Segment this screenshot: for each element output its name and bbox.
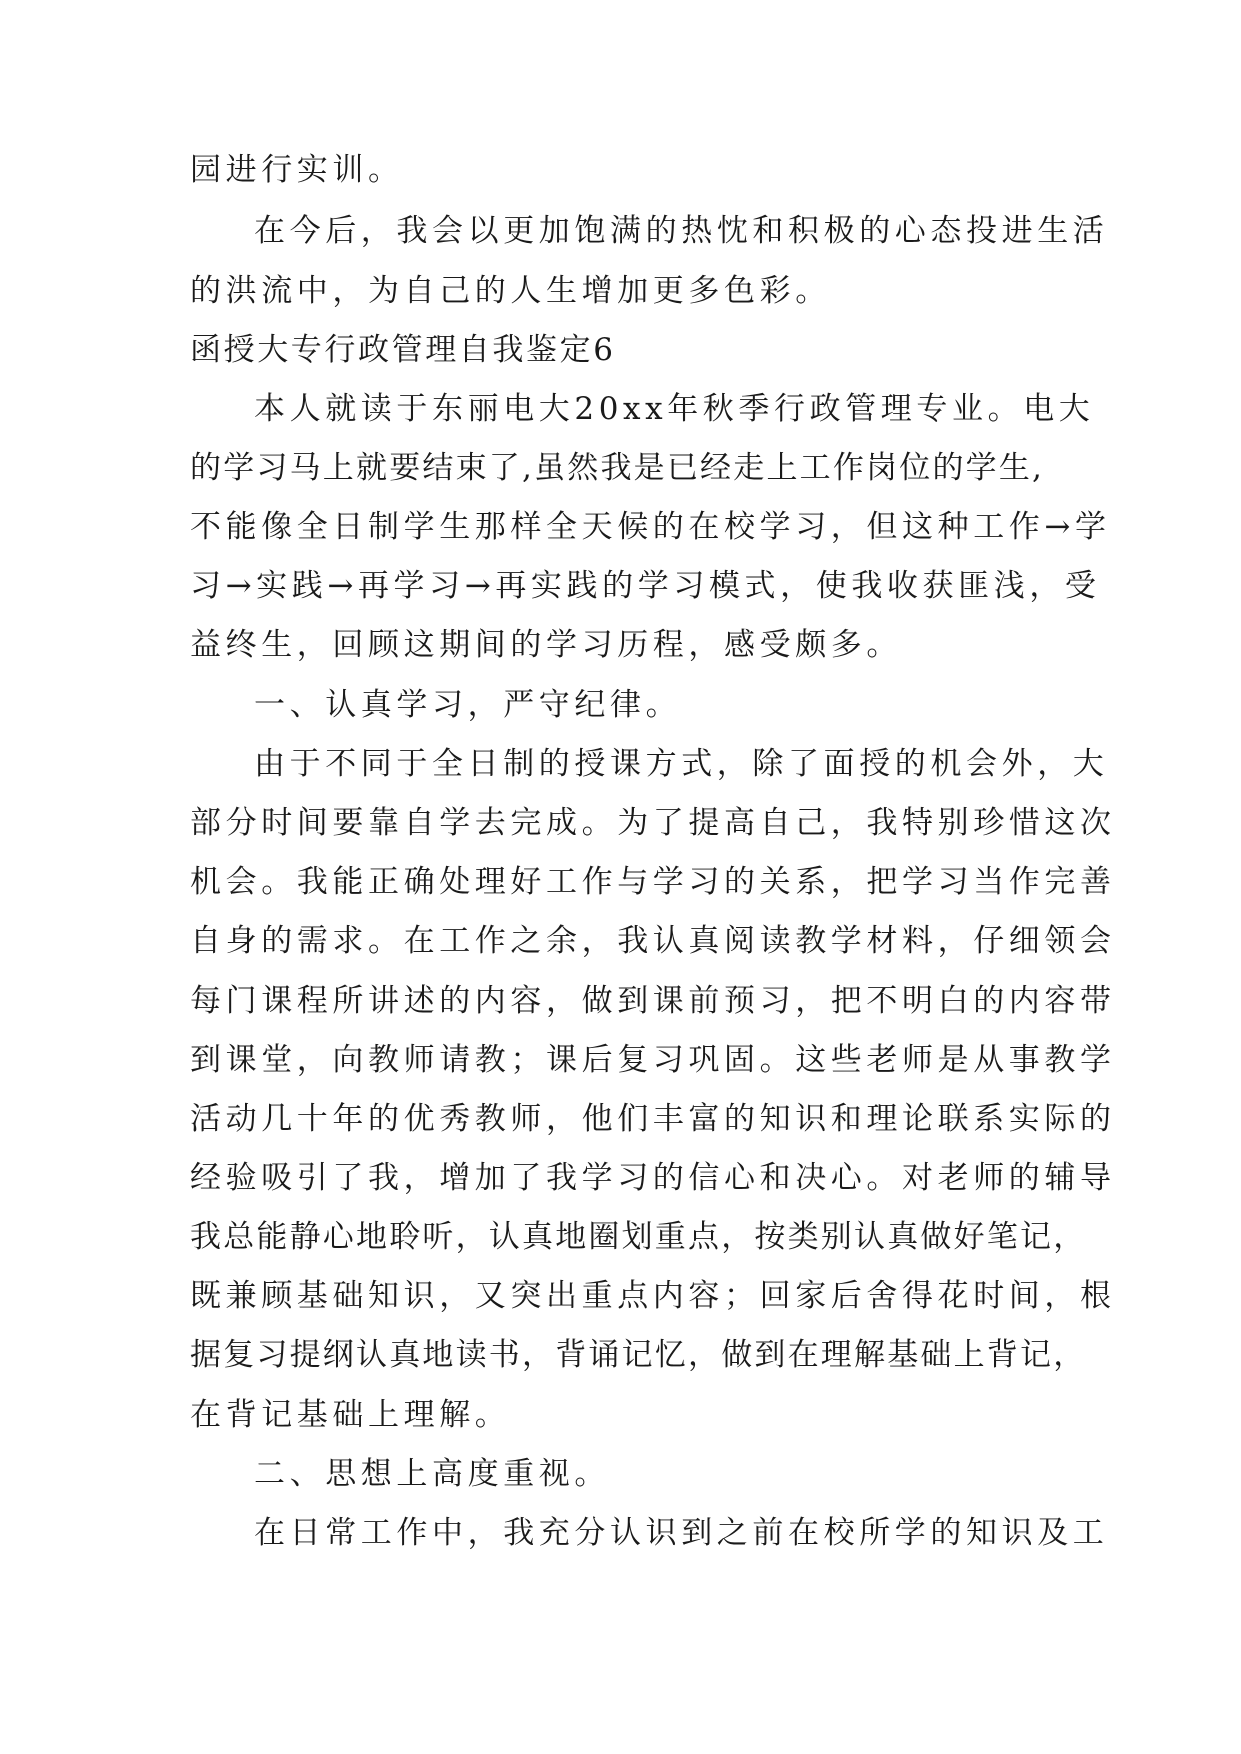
paragraph-line: 我总能静心地聆听，认真地圈划重点，按类别认真做好笔记，: [190, 1219, 1087, 1255]
paragraph-line: 的学习马上就要结束了,虽然我是已经走上工作岗位的学生,: [190, 450, 1045, 486]
paragraph-line: 的洪流中，为自己的人生增加更多色彩。: [190, 273, 831, 309]
paragraph-line: 到课堂，向教师请教；课后复习巩固。这些老师是从事教学: [190, 1042, 1116, 1078]
paragraph-line: 在背记基础上理解。: [190, 1397, 511, 1433]
paragraph-line: 据复习提纲认真地读书，背诵记忆，做到在理解基础上背记，: [190, 1337, 1087, 1373]
paragraph-line: 机会。我能正确处理好工作与学习的关系，把学习当作完善: [190, 864, 1116, 900]
subsection-heading: 一、认真学习，严守纪律。: [254, 687, 682, 723]
paragraph-line: 习→实践→再学习→再实践的学习模式，使我收获匪浅，受: [190, 568, 1101, 604]
paragraph-line: 不能像全日制学生那样全天候的在校学习，但这种工作→学: [190, 509, 1111, 545]
paragraph-line: 既兼顾基础知识，又突出重点内容；回家后舍得花时间，根: [190, 1278, 1116, 1314]
paragraph-line: 部分时间要靠自学去完成。为了提高自己，我特别珍惜这次: [190, 805, 1116, 841]
paragraph-line: 自身的需求。在工作之余，我认真阅读教学材料，仔细领会: [190, 923, 1116, 959]
subsection-heading: 二、思想上高度重视。: [254, 1456, 610, 1492]
paragraph-line: 每门课程所讲述的内容，做到课前预习，把不明白的内容带: [190, 983, 1116, 1019]
paragraph-line: 益终生，回顾这期间的学习历程，感受颇多。: [190, 627, 902, 663]
paragraph-line: 在日常工作中，我充分认识到之前在校所学的知识及工: [254, 1515, 1109, 1551]
paragraph-line: 由于不同于全日制的授课方式，除了面授的机会外，大: [254, 746, 1109, 782]
paragraph-line: 园进行实训。: [190, 152, 404, 188]
paragraph-line: 经验吸引了我，增加了我学习的信心和决心。对老师的辅导: [190, 1160, 1116, 1196]
paragraph-line: 本人就读于东丽电大20xx年秋季行政管理专业。电大: [254, 391, 1095, 427]
paragraph-line: 在今后，我会以更加饱满的热忱和积极的心态投进生活: [254, 213, 1109, 249]
section-heading: 函授大专行政管理自我鉴定6: [190, 332, 616, 368]
paragraph-line: 活动几十年的优秀教师，他们丰富的知识和理论联系实际的: [190, 1101, 1116, 1137]
